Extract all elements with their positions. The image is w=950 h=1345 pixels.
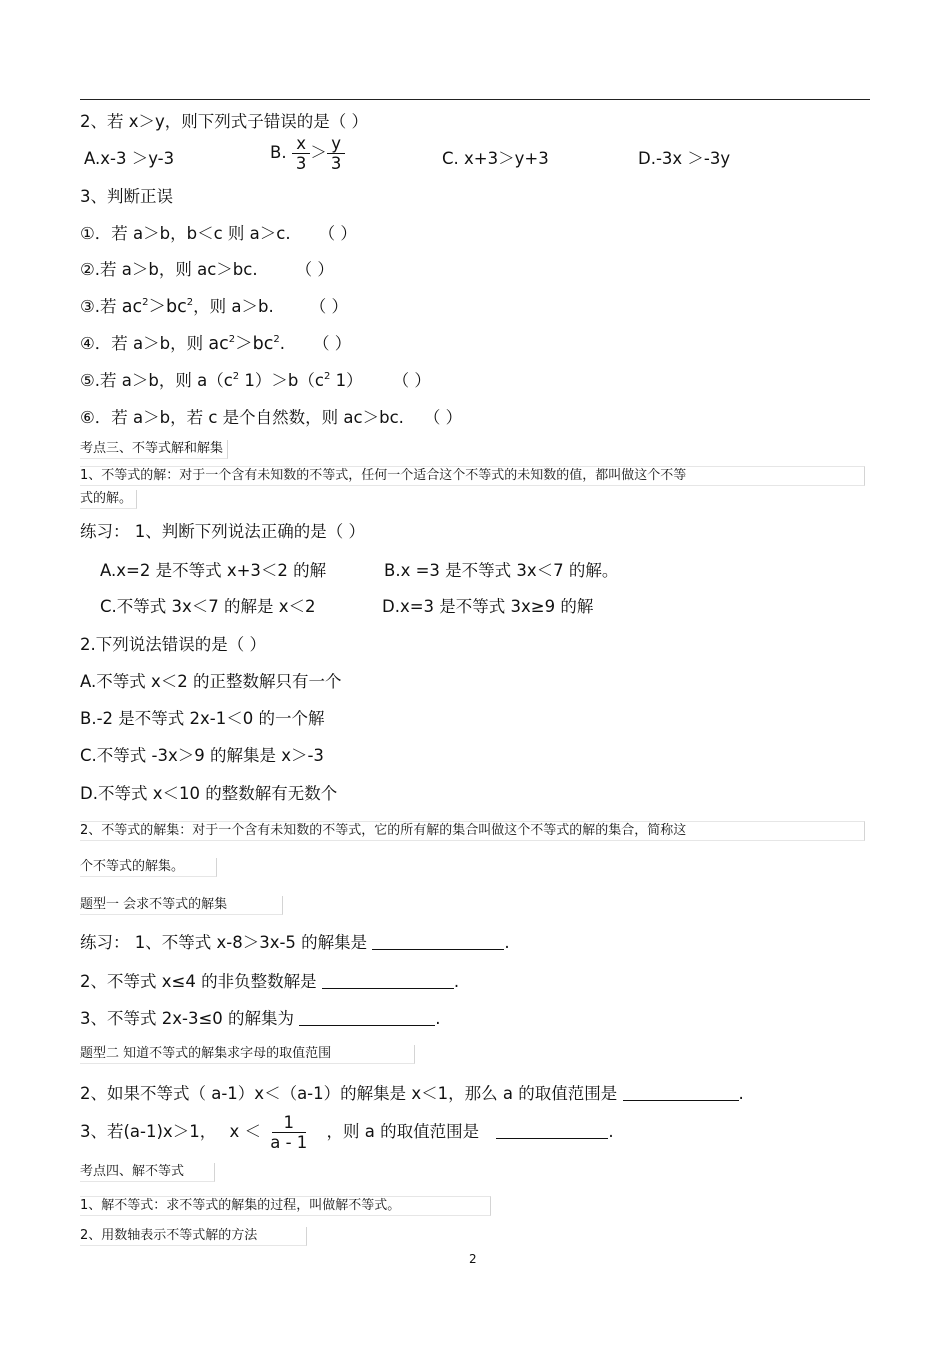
q3-item-6: ⑥．若 a＞b，若 c 是个自然数，则 ac＞bc. （ ） <box>80 408 463 427</box>
k3-q2-stem: 2.下列说法错误的是（ ） <box>80 635 266 654</box>
k3-exercise-option-b: B.x =3 是不等式 3x＜7 的解。 <box>384 561 619 580</box>
t2-exercise-3: 3、若(a-1)x＞1， x ＜ $\frac{1}{a - 1}$ ，则 a 的取值范围是 . <box>80 1113 614 1152</box>
t1-exercise-3-blank <box>299 1009 435 1026</box>
q3-item-5: ⑤.若 a＞b，则 $a(c^2$ $1)>b(c^2$ 1） （ ） <box>80 371 431 390</box>
k3-exercise-title: 练习： 1、判断下列说法正确的是（ ） <box>80 522 365 541</box>
q2-option-a: A.x-3 ＞y-3 <box>84 149 175 168</box>
q2-option-d: D.-3x ＞-3y <box>638 149 731 168</box>
q3-item-4: ④．若 a＞b，则 $ac^2>bc^2$. （ ） <box>80 334 352 354</box>
q3-item-3: ③.若 $ac^2>bc^2$，则 a＞b. （ ） <box>80 297 348 317</box>
k3-exercise-option-d: D.x=3 是不等式 3x≥9 的解 <box>382 597 594 616</box>
t1-exercise-1: 练习： 1、不等式 x-8＞3x-5 的解集是 . <box>80 933 510 952</box>
k3-exercise-option-a: A.x=2 是不等式 x+3＜2 的解 <box>100 561 327 580</box>
t1-exercise-1-blank <box>372 933 504 950</box>
q2-option-b-label: B. <box>270 143 287 162</box>
k3-exercise-option-c: C.不等式 3x＜7 的解是 x＜2 <box>100 597 316 616</box>
k3-q2-option-d: D.不等式 x＜10 的整数解有无数个 <box>80 784 338 803</box>
q2-stem: 2、若 x＞y，则下列式子错误的是（ ） <box>80 112 369 131</box>
t2-fraction-1-over-a-minus-1: $\frac{1}{a - 1}$ <box>270 1113 308 1152</box>
q3-title: 3、判断正误 <box>80 187 173 206</box>
q2-b-operator: ＞ <box>310 143 327 162</box>
q2-fraction-y-over-3: $\frac{y}{3}$ <box>327 134 346 173</box>
k3-definition-2-line-1: 2、不等式的解集：对于一个含有未知数的不等式，它的所有解的集合叫做这个不等式的解的集合，简称这 <box>80 821 865 841</box>
k3-q2-option-b: B.-2 是不等式 2x-1＜0 的一个解 <box>80 709 325 728</box>
t1-exercise-2-blank <box>322 972 454 989</box>
k3-definition-2-line-2: 个不等式的解集。 <box>80 858 217 877</box>
q2-option-b <box>270 134 345 173</box>
k4-paragraph-2: 2、用数轴表示不等式解的方法 <box>80 1227 307 1246</box>
page-number: 2 <box>469 1252 477 1266</box>
k3-heading: 考点三、不等式解和解集 <box>80 440 228 459</box>
t1-heading: 题型一 会求不等式的解集 <box>80 896 283 915</box>
header-rule <box>80 99 870 100</box>
q2-option-c: C. x+3＞y+3 <box>442 149 549 168</box>
k4-heading: 考点四、解不等式 <box>80 1163 215 1182</box>
q2-fraction-x-over-3: $\frac{x}{3}$ <box>292 134 311 173</box>
q3-item-2: ②.若 a＞b，则 ac＞bc. （ ） <box>80 260 334 279</box>
k4-paragraph-1: 1、解不等式：求不等式的解集的过程，叫做解不等式。 <box>80 1196 491 1216</box>
t2-exercise-2-blank <box>623 1084 739 1101</box>
t2-exercise-3-blank <box>496 1122 608 1139</box>
t1-exercise-3: 3、不等式 2x-3≤0 的解集为 . <box>80 1009 441 1028</box>
k3-q2-option-a: A.不等式 x＜2 的正整数解只有一个 <box>80 672 342 691</box>
k3-q2-option-c: C.不等式 -3x＞9 的解集是 x＞-3 <box>80 746 324 765</box>
t1-exercise-2: 2、不等式 x≤4 的非负整数解是 . <box>80 972 460 991</box>
t2-exercise-2: 2、如果不等式（ a-1）x＜（a-1）的解集是 x＜1，那么 a 的取值范围是 . <box>80 1084 744 1103</box>
t2-heading: 题型二 知道不等式的解集求字母的取值范围 <box>80 1045 415 1064</box>
k3-definition-1-line-2: 式的解。 <box>80 490 137 509</box>
k3-definition-1-line-1: 1、不等式的解：对于一个含有未知数的不等式，任何一个适合这个不等式的未知数的值，都叫做这个不等 <box>80 466 865 486</box>
q3-item-1: ①．若 a＞b，b＜c 则 a＞c. （ ） <box>80 224 357 243</box>
